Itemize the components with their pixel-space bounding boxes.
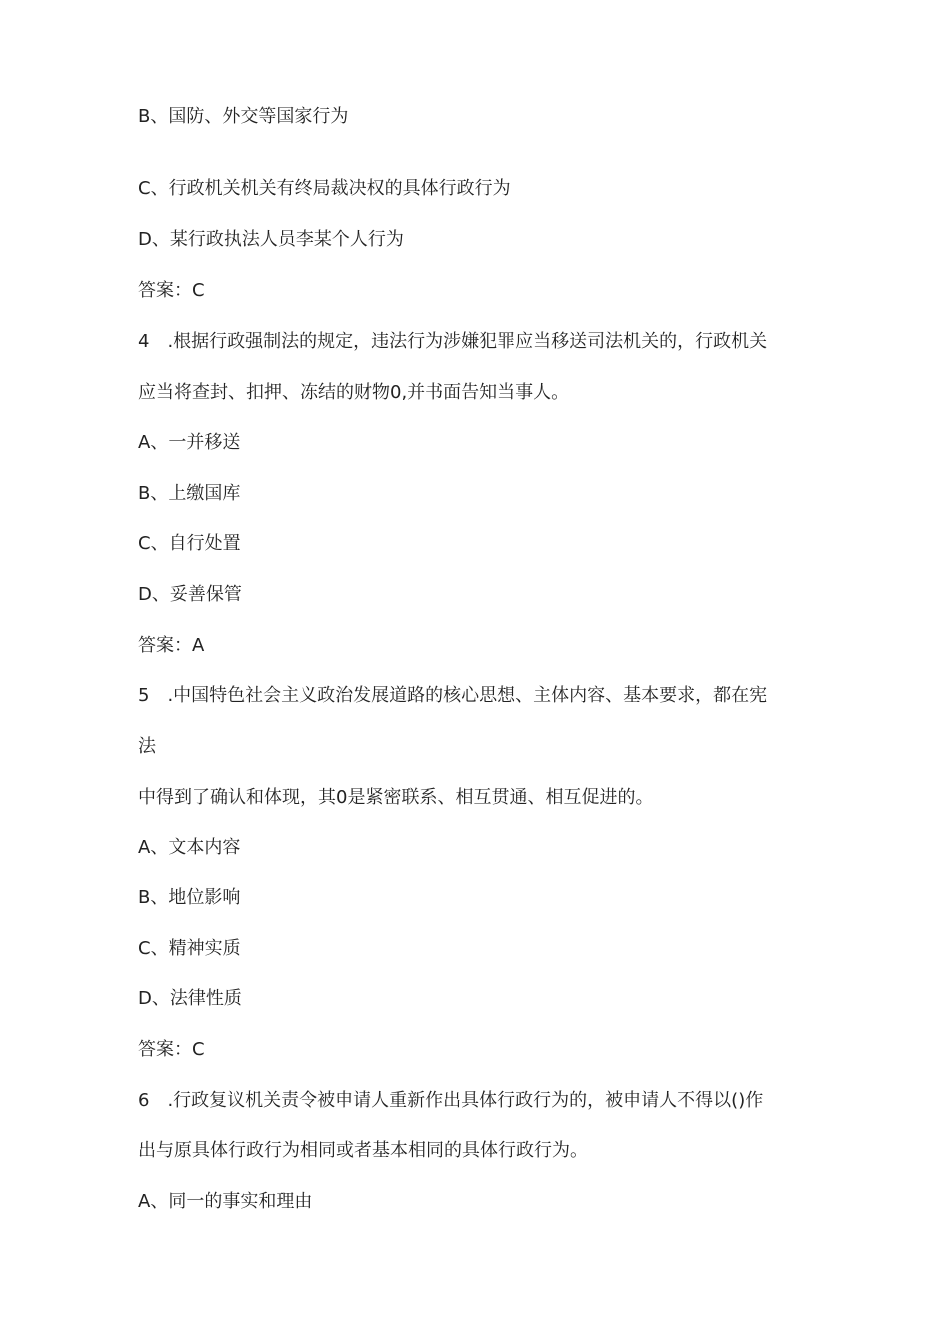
q3-option-b: B、国防、外交等国家行为 <box>138 106 349 127</box>
q5-option-b: B、地位影响 <box>138 887 241 908</box>
q5-answer: 答案：C <box>138 1039 205 1060</box>
q5-stem-line-2: 法 <box>138 736 156 757</box>
q5-option-d: D、法律性质 <box>138 988 242 1009</box>
q3-answer: 答案：C <box>138 280 205 301</box>
q5-stem-line-3: 中得到了确认和体现，其0是紧密联系、相互贯通、相互促进的。 <box>138 787 654 808</box>
q4-stem-line-2: 应当将查封、扣押、冻结的财物0,并书面告知当事人。 <box>138 382 570 403</box>
q4-option-b: B、上缴国库 <box>138 483 241 504</box>
q4-answer: 答案：A <box>138 635 205 656</box>
q4-option-d: D、妥善保管 <box>138 584 242 605</box>
q6-stem-line-2: 出与原具体行政行为相同或者基本相同的具体行政行为。 <box>138 1140 588 1161</box>
q3-option-c: C、行政机关机关有终局裁决权的具体行政行为 <box>138 178 511 199</box>
q6-stem-line-1: 6 .行政复议机关责令被申请人重新作出具体行政行为的，被申请人不得以()作 <box>138 1090 764 1111</box>
q6-option-a: A、同一的事实和理由 <box>138 1191 313 1212</box>
q4-option-a: A、一并移送 <box>138 432 241 453</box>
q5-option-c: C、精神实质 <box>138 938 241 959</box>
q5-stem-line-1: 5 .中国特色社会主义政治发展道路的核心思想、主体内容、基本要求，都在宪 <box>138 685 768 706</box>
q4-stem-line-1: 4 .根据行政强制法的规定，违法行为涉嫌犯罪应当移送司法机关的，行政机关 <box>138 331 768 352</box>
q5-option-a: A、文本内容 <box>138 837 241 858</box>
q4-option-c: C、自行处置 <box>138 533 241 554</box>
q3-option-d: D、某行政执法人员李某个人行为 <box>138 229 404 250</box>
